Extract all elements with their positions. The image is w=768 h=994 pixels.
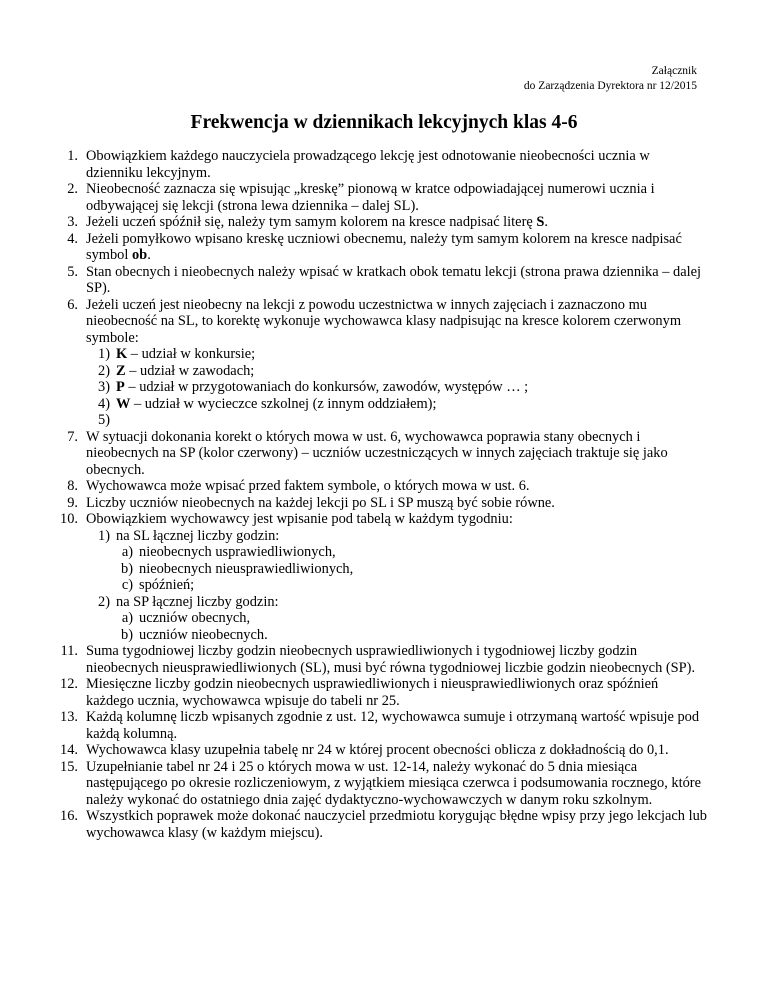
sub-item: 2) Z – udział w zawodach; [98, 362, 255, 379]
sub-item: 1) K – udział w konkursie; [98, 346, 256, 362]
list-item [32, 478, 708, 495]
item-text: Wychowawca klasy uzupełnia tabelę nr 24 w której procent obecności oblicza z dokładnością do 0,1. [86, 742, 669, 758]
sub-item: 4) W – udział w wycieczce szkolnej (z innym oddziałem); [98, 395, 437, 412]
list-item [32, 643, 708, 676]
list-item [32, 264, 708, 297]
item-text: Miesięczne liczby godzin nieobecnych usprawiedliwionych i nieusprawiedliwionych oraz spóźnień każdego ucznia, wychowawca wpisuje do tabeli nr 25. [86, 676, 659, 709]
item-text: Suma tygodniowej liczby godzin nieobecnych usprawiedliwionych i tygodniowej liczby godzin nieobecnych nieusprawiedliwionych (SL), musi być równa tygodniowej liczbie godzin nieobecnych (SP). [86, 643, 696, 676]
rules-list [32, 148, 708, 841]
item-number: 3. [67, 214, 78, 230]
item-number: 8. [67, 478, 78, 494]
page-title: Frekwencja w dziennikach lekcyjnych klas 4-6 [190, 112, 578, 133]
list-item [32, 181, 708, 214]
list-item [32, 297, 708, 347]
item-text: Jeżeli uczeń spóźnił się, należy tym samym kolorem na kresce nadpisać literę S. [86, 214, 548, 230]
sub-sub-item: b) nieobecnych nieusprawiedliwionych, [121, 560, 354, 577]
item-text: Liczby uczniów nieobecnych na każdej lekcji po SL i SP muszą być sobie równe. [86, 494, 555, 511]
item-number: 9. [67, 494, 78, 511]
item-text: Obowiązkiem każdego nauczyciela prowadzącego lekcję jest odnotowanie nieobecności ucznia w dzienniku lekcyjnym. [86, 148, 650, 181]
list-item [32, 495, 708, 512]
item-number: 7. [67, 428, 78, 445]
sub-item: 5) [98, 412, 110, 428]
list-item [32, 214, 708, 231]
annex-line-1: Załącznik [651, 65, 697, 77]
item-number: 5. [67, 263, 78, 280]
annex-line-2: do Zarządzenia Dyrektora nr 12/2015 [523, 80, 697, 92]
list-item [32, 742, 708, 759]
sub-sub-item: a) uczniów obecnych, [121, 610, 251, 626]
item-number: 10. [60, 511, 78, 527]
item-number: 6. [67, 296, 78, 313]
item-number: 13. [60, 709, 78, 725]
item-number: 15. [60, 758, 78, 775]
item-text: Obowiązkiem wychowawcy jest wpisanie pod tabelą w każdym tygodniu: [86, 511, 513, 527]
list-item [32, 429, 708, 479]
symbol-s: S [536, 214, 545, 230]
list-item [32, 759, 708, 809]
item-text: Uzupełnianie tabel nr 24 i 25 o których mowa w ust. 12-14, należy wykonać do 5 dnia miesiąca następującego po okresie rozliczeniowym, z wyjątkiem miesiąca czerwca i podsumowania rocznego, które należy wykonać do ostatniego dnia zajęć dydaktyczno-wychowawczych w danym roku szkolnym. [86, 758, 701, 808]
item-number: 1. [67, 148, 78, 164]
item-number: 16. [60, 808, 78, 824]
list-item [32, 709, 708, 742]
item-text: Nieobecność zaznacza się wpisując „kreskę” pionową w kratce odpowiadającej numerowi ucznia i odbywającej się lekcji (strona lewa dziennika – dalej SL). [86, 181, 655, 214]
item-text: Wychowawca może wpisać przed faktem symbole, o których mowa w ust. 6. [86, 478, 530, 494]
item-text: Wszystkich poprawek może dokonać nauczyciel przedmiotu korygując błędne wpisy przy jego lekcjach lub wychowawca klasy (w każdym miejscu). [86, 808, 707, 841]
sub-sub-item: a) nieobecnych usprawiedliwionych, [121, 544, 336, 560]
sub-sub-item: b) uczniów nieobecnych. [121, 626, 268, 643]
item-number: 2. [67, 181, 78, 197]
list-item [32, 511, 708, 528]
sub-item: 3) P – udział w przygotowaniach do konkursów, zawodów, występów … ; [98, 379, 529, 395]
item-number: 11. [60, 643, 78, 659]
item-text: Jeżeli uczeń jest nieobecny na lekcji z powodu uczestnictwa w innych zajęciach i zaznaczono mu nieobecność na SL, to korektę wykonuje wychowawca klasy nadpisując na kresce kolorem czerwonym symbole: [86, 296, 682, 346]
list-item [32, 808, 708, 841]
item-number: 14. [60, 742, 78, 758]
item-text: W sytuacji dokonania korekt o których mowa w ust. 6, wychowawca poprawia stany obecnych i nieobecnych na SP (kolor czerwony) – uczniów uczestniczących w innych zajęciach traktuje się jako obecnych. [86, 428, 668, 478]
item-number: 12. [60, 676, 78, 692]
item-text: Jeżeli pomyłkowo wpisano kreskę uczniowi obecnemu, należy tym samym kolorem na kresce nadpisać symbol ob. [86, 230, 682, 263]
list-item [32, 231, 708, 264]
annex-header [524, 64, 697, 94]
item-text: Każdą kolumnę liczb wpisanych zgodnie z ust. 12, wychowawca sumuje i otrzymaną wartość wpisuje pod każdą kolumną. [86, 709, 700, 742]
sub-item: 2) na SP łącznej liczby godzin: [98, 593, 279, 610]
symbol-ob: ob [131, 247, 148, 263]
sub-item: 1) na SL łącznej liczby godzin: [98, 527, 280, 544]
item-number: 4. [67, 230, 78, 247]
sub-sub-item: c) spóźnień; [121, 577, 195, 593]
list-item [32, 676, 708, 709]
item-text: Stan obecnych i nieobecnych należy wpisać w kratkach obok tematu lekcji (strona prawa dziennika – dalej SP). [86, 263, 701, 296]
list-item [32, 148, 708, 181]
